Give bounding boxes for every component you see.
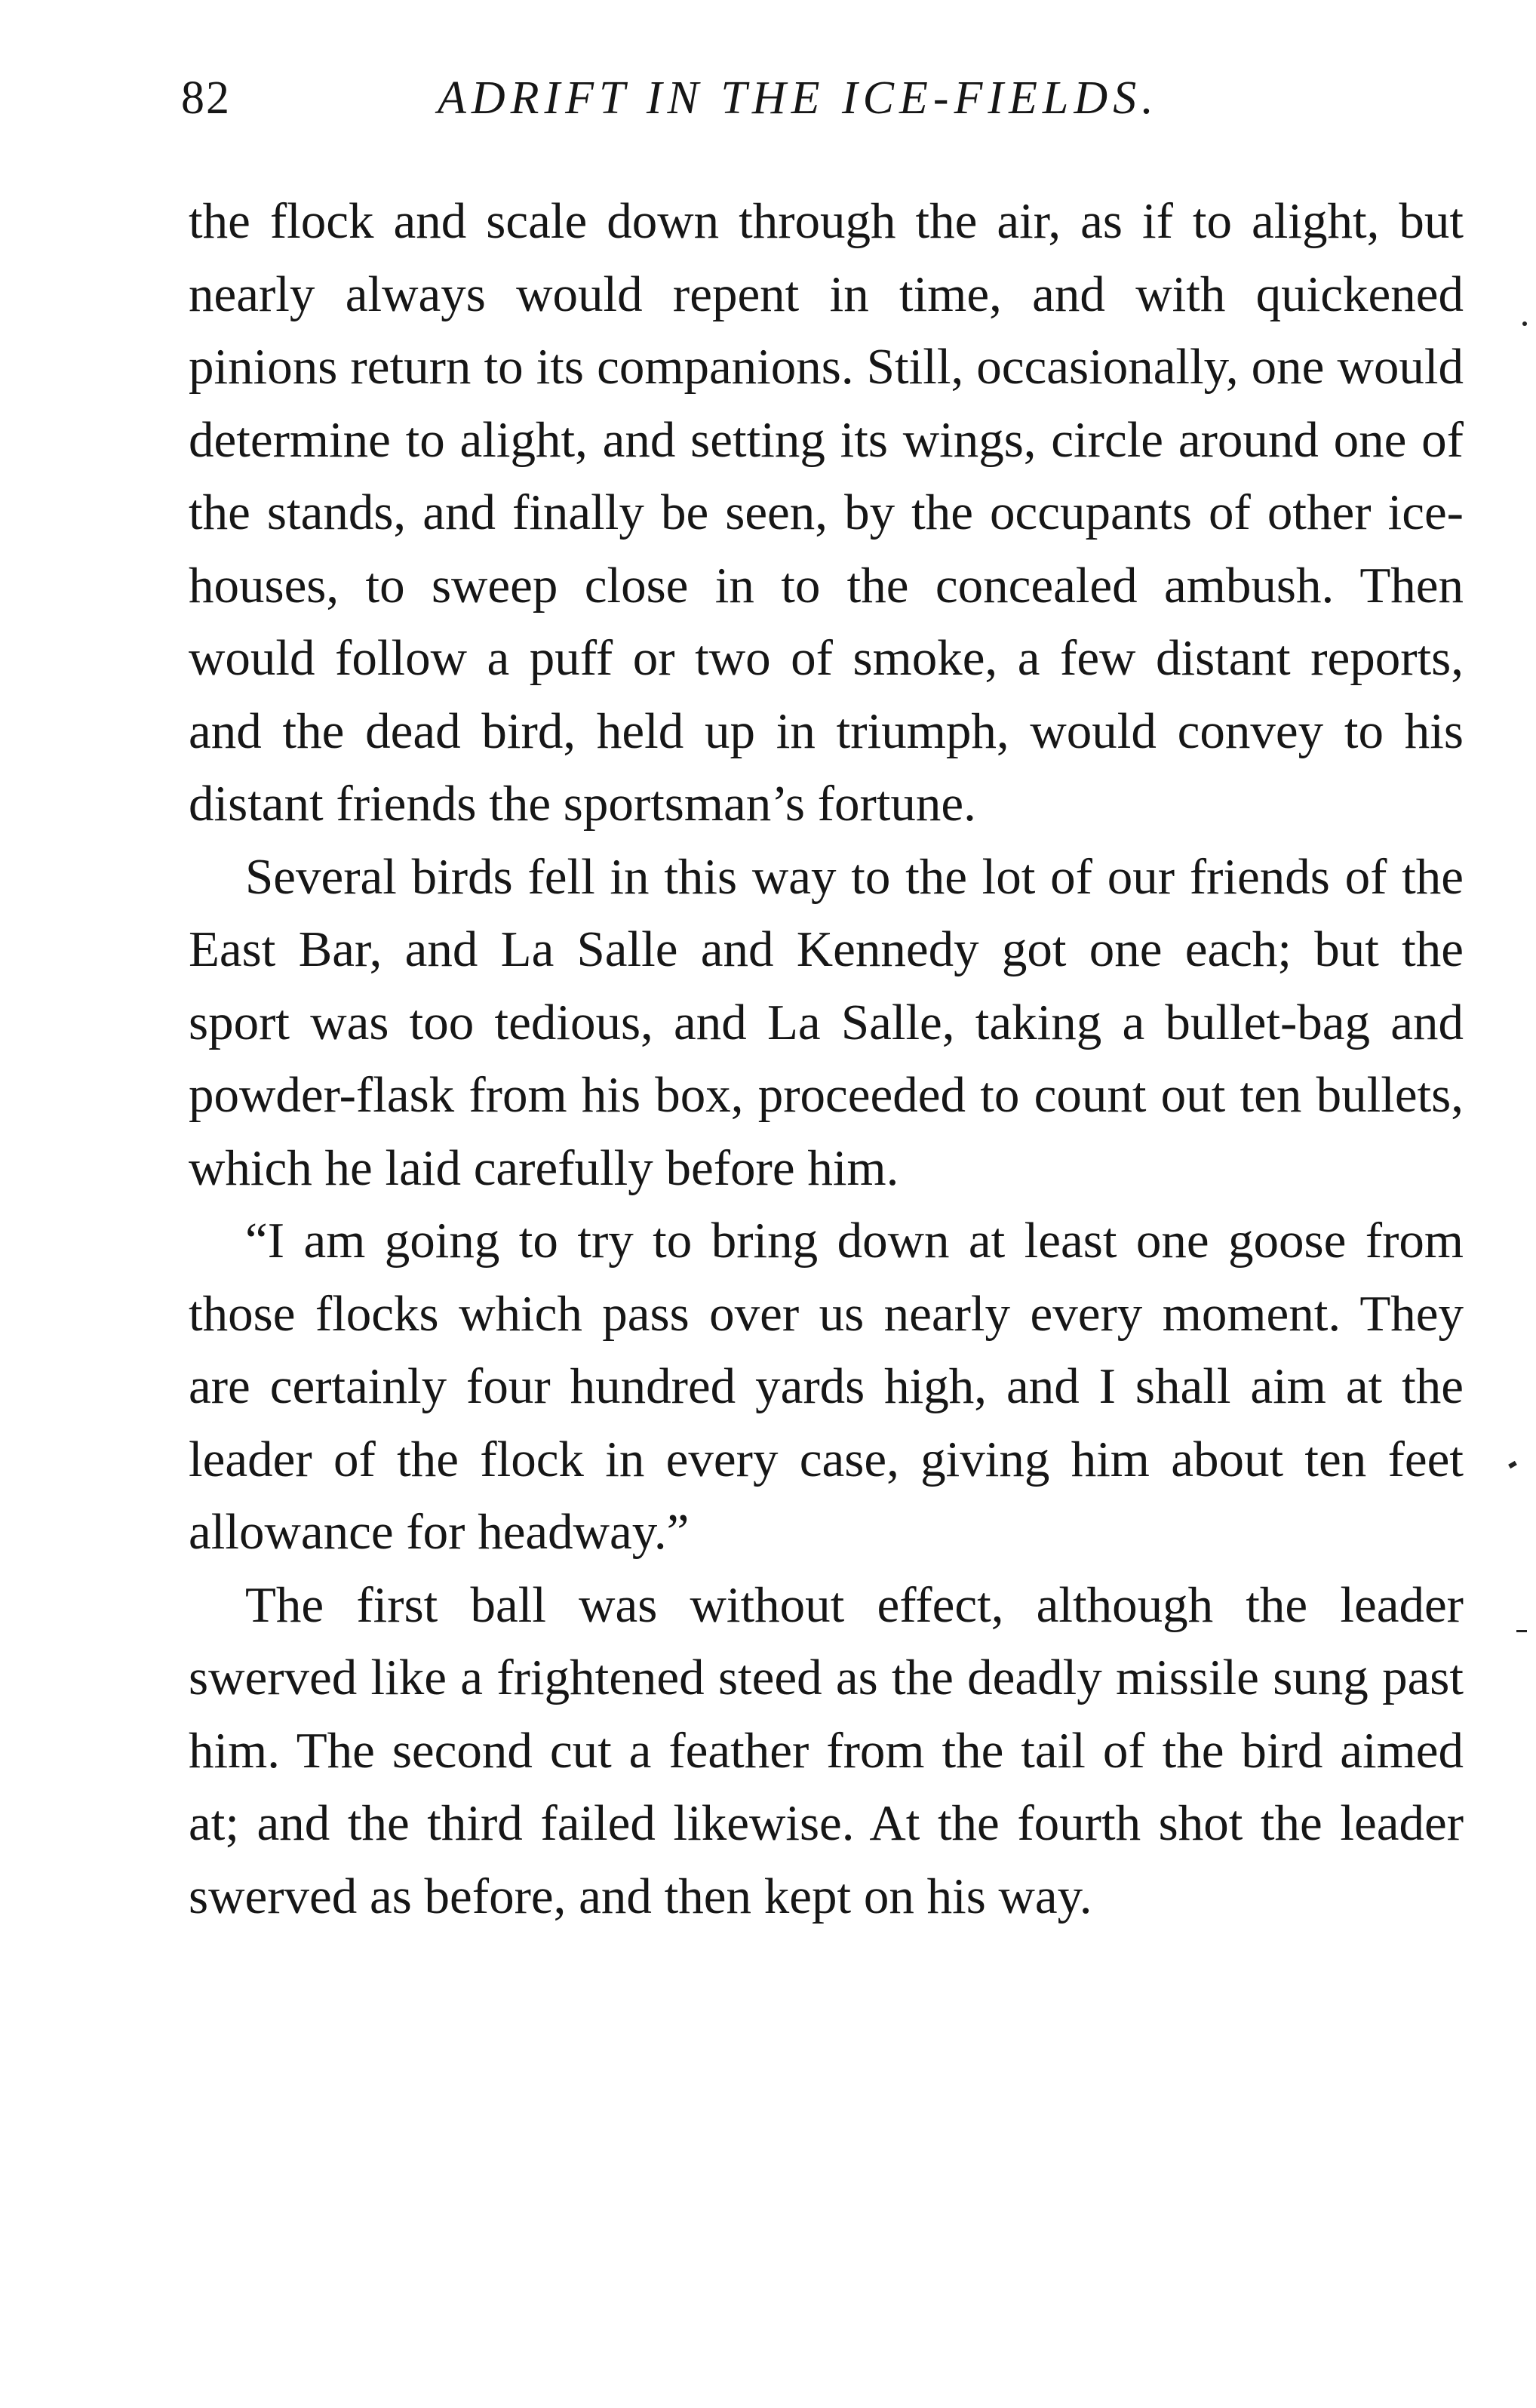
paragraph-several-birds: Several birds fell in this way to the lot of our friends of the East Bar, and La Salle and Kennedy got one each; but the sport was too tedious, and La Salle, taking a bullet-bag and powder-flask from his box, proceeded to count out ten bullets, which he laid carefully before him. bbox=[189, 848, 1464, 1196]
paragraph-continuation: the flock and scale down through the air, as if to alight, but nearly always would repent in time, and with quickened pinions return to its companions. Still, occasionally, one would determine to alight, and setting its wings, circle around one of the stands, and finally be seen, by the occupants of other ice-houses, to sweep close in to the concealed ambush. Then would follow a puff or two of smoke, a few distant reports, and the dead bird, held up in triumph, would convey to his distant friends the sportsman’s fortune. bbox=[189, 193, 1464, 832]
body-text bbox=[189, 185, 1464, 1933]
margin-speck bbox=[1508, 1461, 1517, 1468]
paragraph-quote: “I am going to try to bring down at least one goose from those flocks which pass over us nearly every moment. They are certainly four hundred yards high, and I shall aim at the leader of the flock in every case, giving him about ten feet allowance for headway.” bbox=[189, 1213, 1464, 1560]
page-header bbox=[181, 72, 1464, 140]
margin-speck bbox=[1516, 1630, 1527, 1632]
running-title: ADRIFT IN THE ICE-FIELDS. bbox=[438, 72, 1159, 124]
margin-speck bbox=[1522, 321, 1527, 326]
page-number: 82 bbox=[181, 72, 231, 124]
paragraph-first-ball: The first ball was without effect, although the leader swerved like a frightened steed as the deadly missile sung past him. The second cut a feather from the tail of the bird aimed at; and the third failed likewise. At the fourth shot the leader swerved as before, and then kept on his way. bbox=[189, 1576, 1464, 1924]
